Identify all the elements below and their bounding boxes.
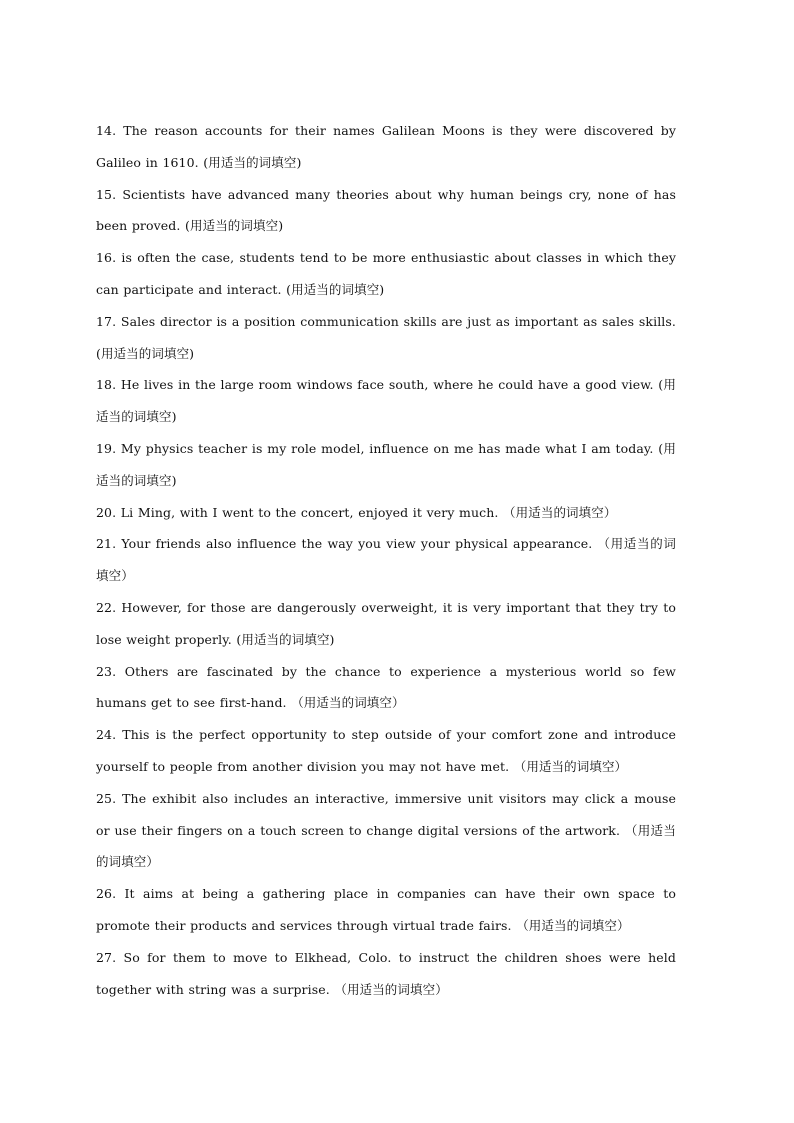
question-25: 25. The exhibit also includes an interactive, immersive unit visitors may click a mouse or use their fingers on a touch screen to change digital versions of the artwork. （用适当的词填空）	[96, 790, 676, 870]
question-15: 15. Scientists have advanced many theories about why human beings cry, none of has been proved. (用适当的词填空)	[96, 186, 676, 234]
question-19: 19. My physics teacher is my role model, influence on me has made what I am today. (用适当的词填空)	[96, 440, 676, 488]
question-20: 20. Li Ming, with I went to the concert, enjoyed it very much. （用适当的词填空）	[96, 504, 617, 520]
question-22: 22. However, for those are dangerously overweight, it is very important that they try to lose weight properly. (用适当的词填空)	[96, 599, 676, 647]
question-16: 16. is often the case, students tend to be more enthusiastic about classes in which they can participate and interact. (用适当的词填空)	[96, 250, 676, 297]
question-24: 24. This is the perfect opportunity to step outside of your comfort zone and introduce yourself to people from another division you may not have met. （用适当的词填空）	[96, 727, 676, 774]
question-23: 23. Others are fascinated by the chance to experience a mysterious world so few humans get to see first-hand. （用适当的词填空）	[96, 663, 676, 711]
document-page	[96, 115, 676, 1005]
question-17: 17. Sales director is a position communication skills are just as important as sales skills. (用适当的词填空)	[96, 313, 676, 361]
question-27: 27. So for them to move to Elkhead, Colo. to instruct the children shoes were held together with string was a surprise. （用适当的词填空）	[96, 949, 676, 997]
question-21: 21. Your friends also influence the way you view your physical appearance. （用适当的词填空）	[96, 536, 676, 584]
question-26: 26. It aims at being a gathering place in companies can have their own space to promote their products and services through virtual trade fairs. （用适当的词填空）	[96, 886, 676, 933]
question-18: 18. He lives in the large room windows face south, where he could have a good view. (用适当的词填空)	[96, 377, 676, 425]
question-14: 14. The reason accounts for their names Galilean Moons is they were discovered by Galileo in 1610. (用适当的词填空)	[96, 123, 676, 170]
